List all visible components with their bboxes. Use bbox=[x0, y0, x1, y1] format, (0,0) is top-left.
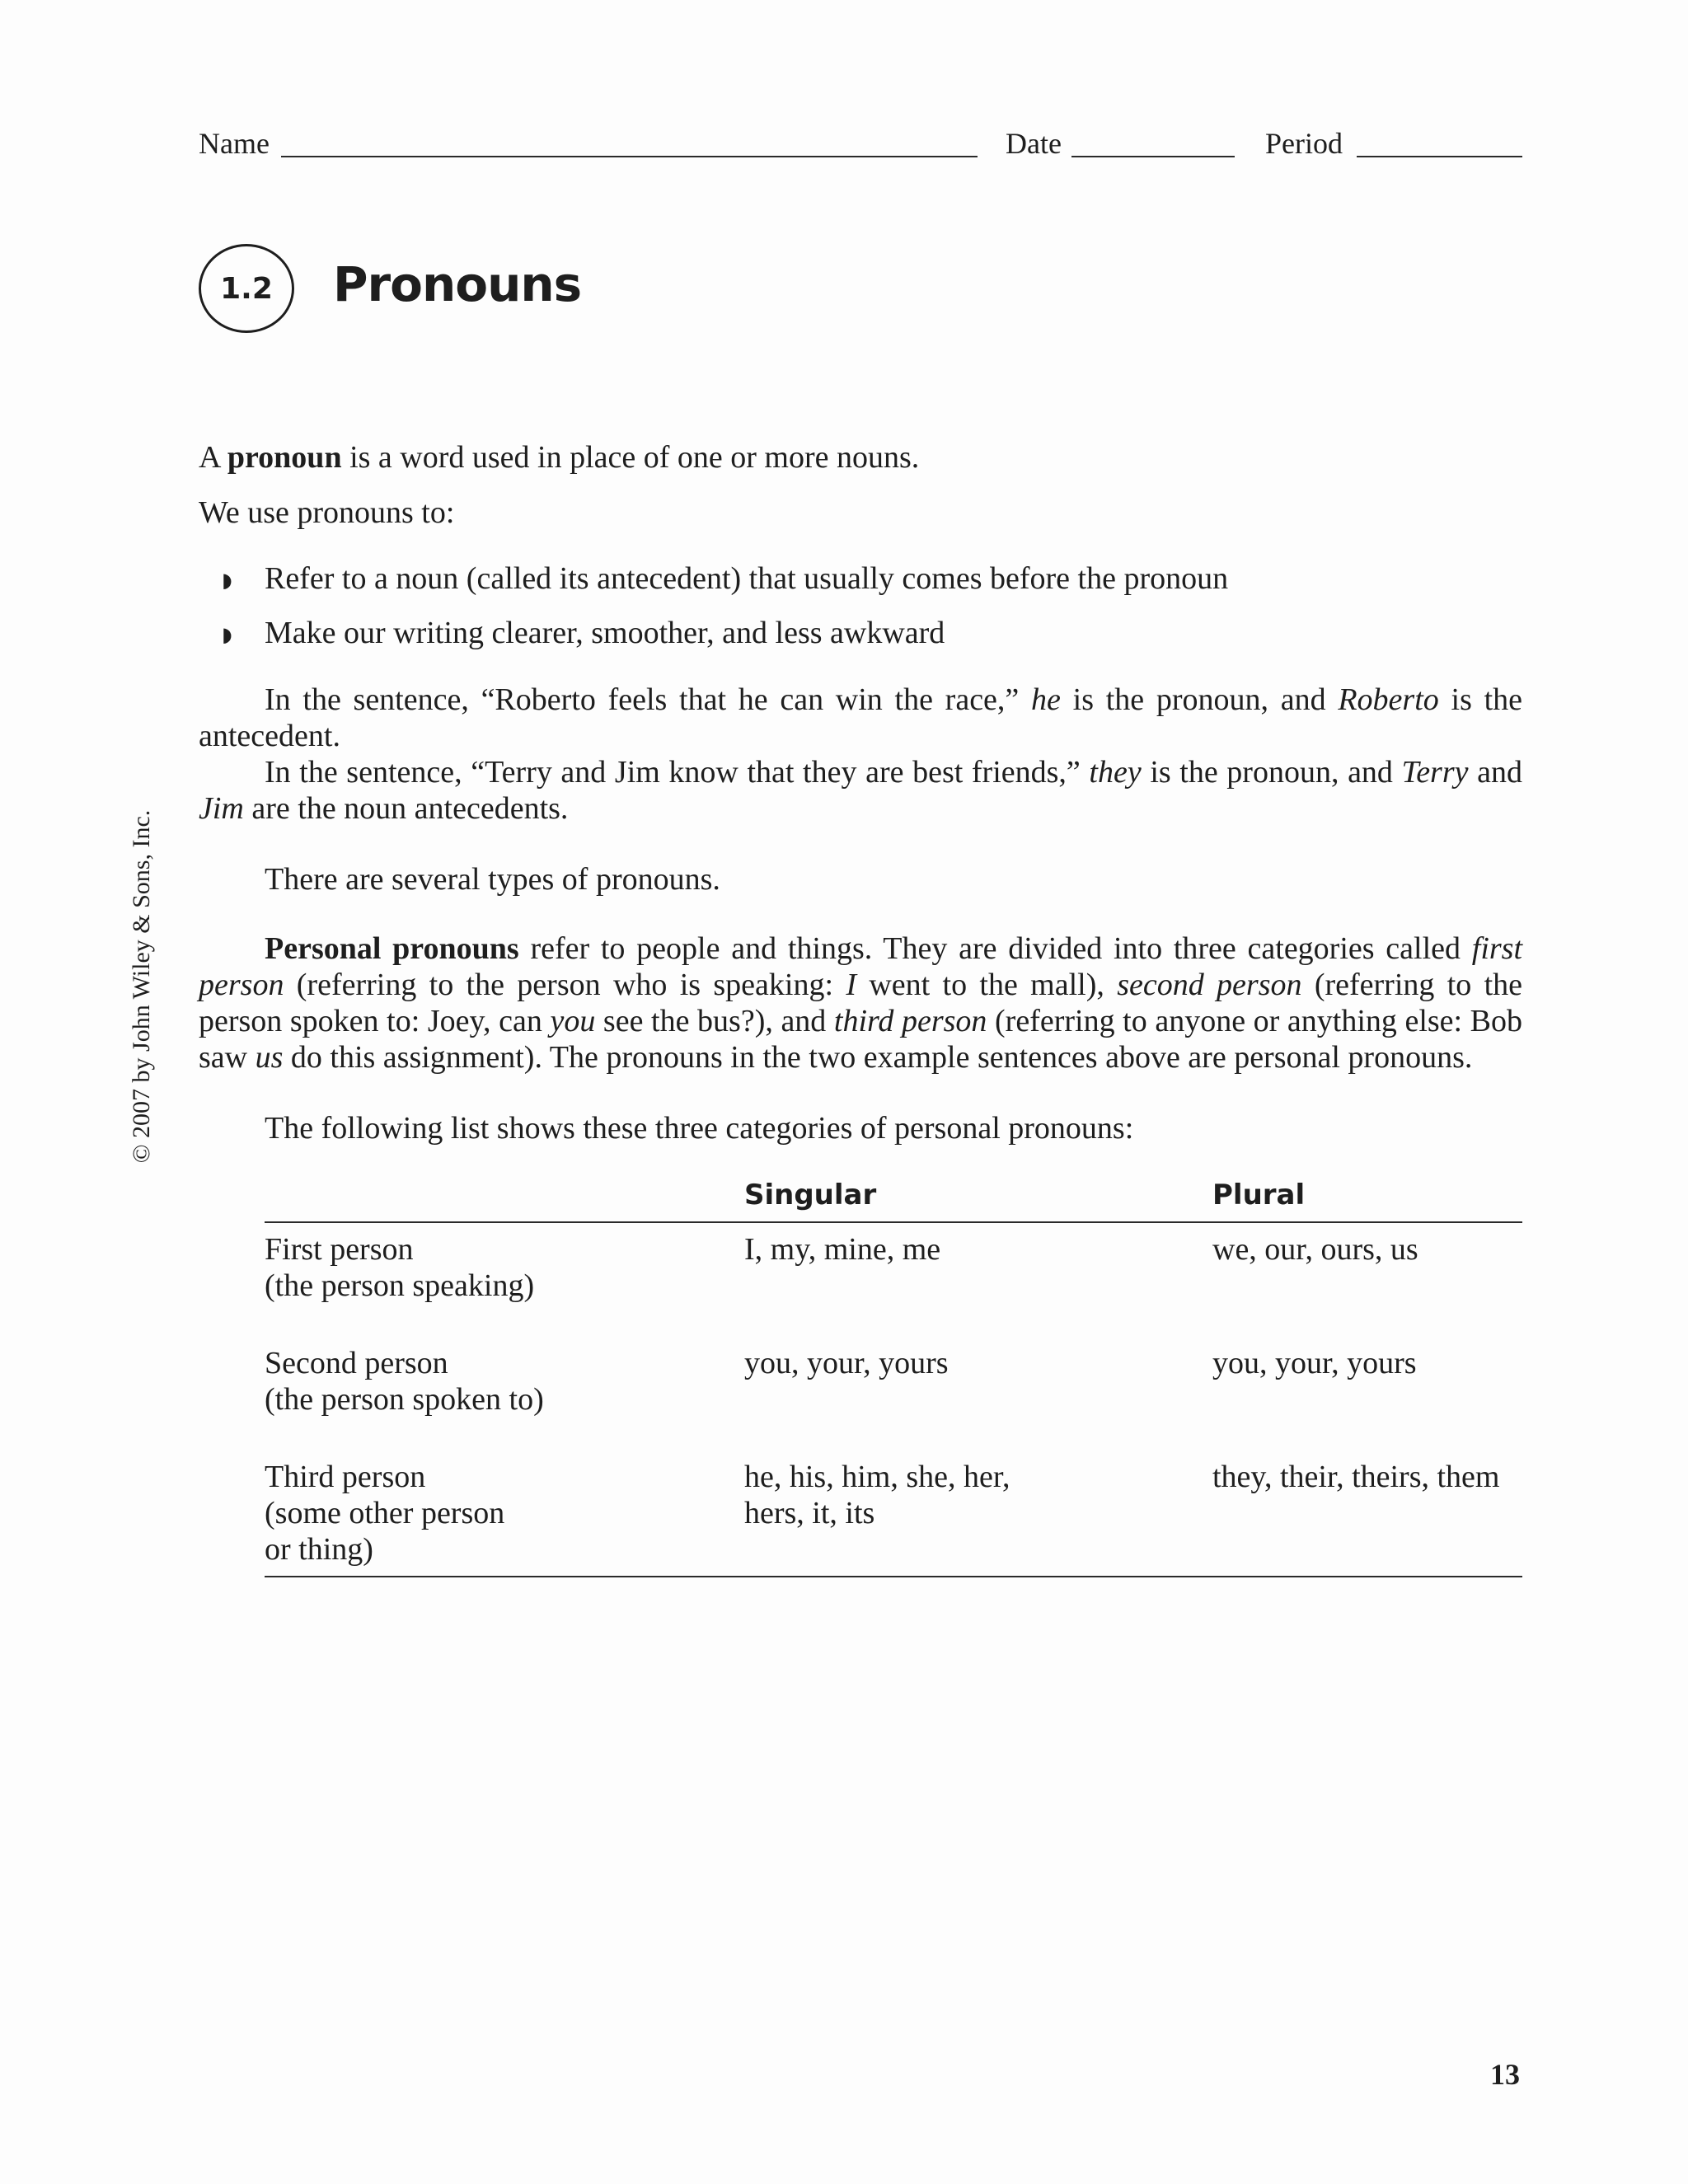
singular-forms: I, my, mine, me bbox=[744, 1232, 941, 1267]
example-paragraph-1 bbox=[199, 682, 1522, 754]
section-number: 1.2 bbox=[220, 271, 273, 306]
plural-forms: they, their, theirs, them bbox=[1212, 1460, 1500, 1494]
usage-bullet-list bbox=[199, 560, 1522, 669]
bullet-icon: ◗ bbox=[222, 623, 232, 646]
example-paragraph-2 bbox=[199, 754, 1522, 827]
category-term: first person bbox=[199, 931, 1523, 1002]
paragraph-text: do this assignment). The pronouns in the two example sentences above are personal pronouns. bbox=[290, 1040, 1473, 1075]
example-pronoun: they bbox=[1089, 755, 1142, 790]
example-pronoun: he bbox=[1031, 682, 1061, 717]
bullet-icon: ◗ bbox=[222, 569, 232, 592]
person-cell bbox=[265, 1451, 744, 1577]
usage-intro: We use pronouns to: bbox=[199, 495, 455, 530]
table-row bbox=[265, 1337, 1522, 1451]
copyright-notice: © 2007 by John Wiley & Sons, Inc. bbox=[128, 809, 155, 1164]
bullet-text: Refer to a noun (called its antecedent) that usually comes before the pronoun bbox=[265, 561, 1229, 596]
example-word: us bbox=[255, 1040, 284, 1075]
page-title: Pronouns bbox=[333, 256, 582, 312]
types-sentence: There are several types of pronouns. bbox=[265, 862, 720, 897]
name-blank-line bbox=[281, 156, 978, 157]
example-text: is the pronoun, and bbox=[1150, 755, 1393, 790]
table-header-singular: Singular bbox=[744, 1172, 1212, 1222]
period-label: Period bbox=[1265, 127, 1343, 160]
personal-pronouns-paragraph bbox=[199, 930, 1522, 1076]
example-text: In the sentence, “Roberto feels that he can win the race,” bbox=[265, 682, 1020, 717]
table-header-row bbox=[265, 1172, 1522, 1222]
table-row bbox=[265, 1451, 1522, 1577]
definition-paragraph bbox=[199, 439, 1522, 476]
definition-text: A bbox=[199, 440, 220, 475]
example-word: you bbox=[550, 1004, 596, 1038]
singular-cell bbox=[744, 1337, 1212, 1451]
person-label: First person bbox=[265, 1232, 414, 1267]
definition-term: pronoun bbox=[227, 440, 342, 475]
bullet-text: Make our writing clearer, smoother, and less awkward bbox=[265, 616, 945, 650]
person-description-cont: or thing) bbox=[265, 1532, 373, 1567]
plural-forms: we, our, ours, us bbox=[1212, 1232, 1418, 1267]
example-antecedent: Terry bbox=[1401, 755, 1469, 790]
table-header-plural: Plural bbox=[1212, 1172, 1522, 1222]
paragraph-text: see the bus?), and bbox=[603, 1004, 827, 1038]
singular-forms-cont: hers, it, its bbox=[744, 1496, 875, 1530]
name-label: Name bbox=[199, 127, 270, 160]
example-antecedent: Jim bbox=[199, 791, 244, 826]
student-info-header bbox=[199, 125, 1522, 162]
section-number-badge bbox=[199, 244, 294, 333]
person-cell bbox=[265, 1222, 744, 1337]
definition-text-rest: is a word used in place of one or more nouns. bbox=[349, 440, 920, 475]
singular-forms: you, your, yours bbox=[744, 1346, 949, 1380]
list-intro: The following list shows these three categories of personal pronouns: bbox=[265, 1111, 1134, 1146]
example-text: and bbox=[1477, 755, 1522, 790]
example-word: I bbox=[846, 968, 856, 1002]
person-label: Third person bbox=[265, 1460, 426, 1494]
person-description: (some other person bbox=[265, 1496, 505, 1530]
paragraph-text: (referring to the person who is speaking: bbox=[296, 968, 834, 1002]
list-item bbox=[199, 560, 1522, 597]
date-blank-line bbox=[1071, 156, 1235, 157]
example-text: is the pronoun, and bbox=[1072, 682, 1326, 717]
plural-cell bbox=[1212, 1222, 1522, 1337]
person-description: (the person speaking) bbox=[265, 1268, 535, 1303]
table-row bbox=[265, 1222, 1522, 1337]
date-label: Date bbox=[1006, 127, 1062, 160]
personal-pronouns-table bbox=[265, 1172, 1522, 1577]
paragraph-text: went to the mall), bbox=[869, 968, 1104, 1002]
paragraph-text: refer to people and things. They are divided into three categories called bbox=[530, 931, 1461, 966]
table-header-person bbox=[265, 1172, 744, 1222]
person-label: Second person bbox=[265, 1346, 448, 1380]
page-number: 13 bbox=[1490, 2058, 1520, 2091]
example-text: are the noun antecedents. bbox=[251, 791, 569, 826]
plural-cell bbox=[1212, 1337, 1522, 1451]
example-antecedent: Roberto bbox=[1338, 682, 1439, 717]
person-description: (the person spoken to) bbox=[265, 1382, 544, 1417]
list-item bbox=[199, 615, 1522, 651]
period-blank-line bbox=[1357, 156, 1522, 157]
plural-cell bbox=[1212, 1451, 1522, 1577]
person-cell bbox=[265, 1337, 744, 1451]
singular-forms: he, his, him, she, her, bbox=[744, 1460, 1010, 1494]
singular-cell bbox=[744, 1222, 1212, 1337]
singular-cell bbox=[744, 1451, 1212, 1577]
example-text: In the sentence, “Terry and Jim know that they are best friends,” bbox=[265, 755, 1081, 790]
personal-pronouns-term: Personal pronouns bbox=[265, 931, 519, 966]
paragraph-text: (referring to the person spoken to: Joey, can bbox=[199, 968, 1523, 1038]
category-term: third person bbox=[833, 1004, 987, 1038]
plural-forms: you, your, yours bbox=[1212, 1346, 1417, 1380]
category-term: second person bbox=[1117, 968, 1302, 1002]
example-text: is the antecedent. bbox=[199, 682, 1523, 753]
paragraph-text: (referring to anyone or anything else: Bob saw bbox=[199, 1004, 1523, 1075]
